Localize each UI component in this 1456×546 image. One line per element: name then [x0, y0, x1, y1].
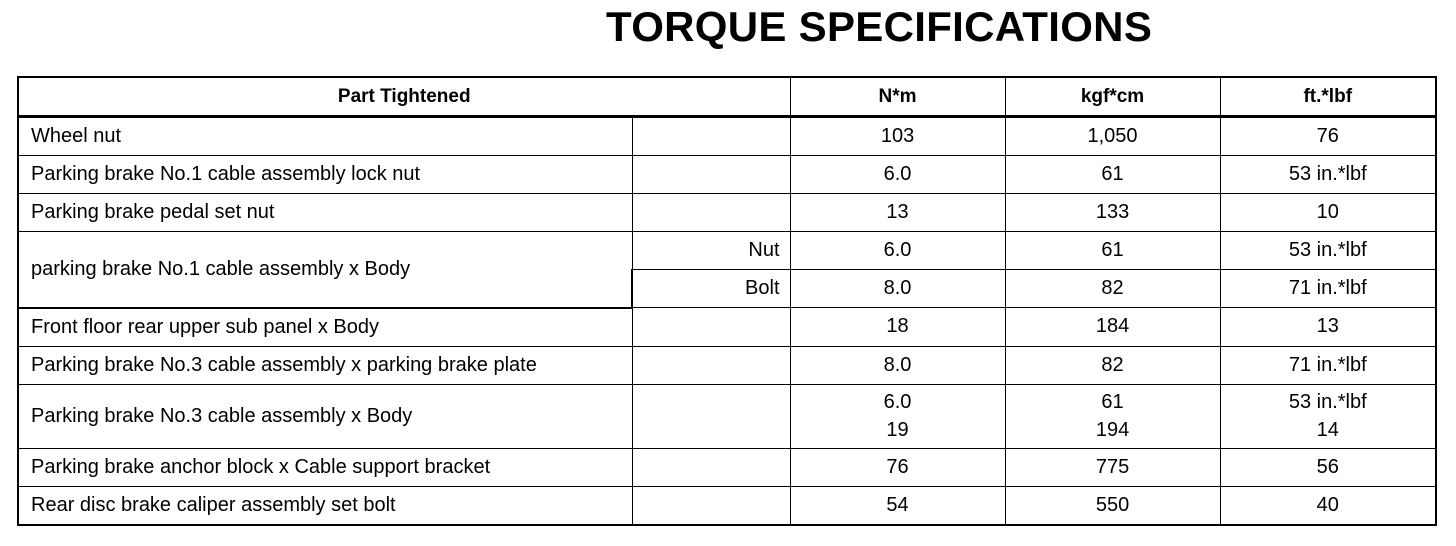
cell-kgfcm: 550	[1005, 486, 1220, 525]
cell-nm	[790, 384, 1005, 448]
cell-nm: 76	[790, 448, 1005, 486]
cell-sub	[632, 384, 790, 448]
cell-part: Parking brake pedal set nut	[18, 194, 632, 232]
table-row	[18, 346, 1436, 384]
table-header-row	[18, 77, 1436, 117]
cell-ftlbf: 56	[1220, 448, 1436, 486]
page-title: TORQUE SPECIFICATIONS	[606, 3, 1153, 50]
cell-sub	[632, 156, 790, 194]
cell-nm: 54	[790, 486, 1005, 525]
cell-ftlbf: 13	[1220, 308, 1436, 347]
header-ftlbf: ft.*lbf	[1220, 77, 1436, 117]
header-kgfcm: kgf*cm	[1005, 77, 1220, 117]
cell-sub: Bolt	[632, 270, 790, 308]
cell-nm: 6.0	[790, 232, 1005, 270]
cell-sub: Nut	[632, 232, 790, 270]
cell-nm: 18	[790, 308, 1005, 347]
cell-part: Front floor rear upper sub panel x Body	[18, 308, 632, 347]
cell-ftlbf: 76	[1220, 117, 1436, 156]
cell-sub	[632, 117, 790, 156]
cell-sub	[632, 448, 790, 486]
table-row	[18, 194, 1436, 232]
cell-ftlbf	[1220, 384, 1436, 448]
cell-kgfcm: 184	[1005, 308, 1220, 347]
cell-part: parking brake No.1 cable assembly x Body	[18, 232, 632, 308]
cell-ftlbf: 53 in.*lbf	[1220, 156, 1436, 194]
cell-part: Wheel nut	[18, 117, 632, 156]
cell-part: Rear disc brake caliper assembly set bolt	[18, 486, 632, 525]
cell-kgfcm: 61	[1005, 156, 1220, 194]
cell-ftlbf-value-1: 53 in.*lbf	[1288, 391, 1367, 413]
cell-nm: 103	[790, 117, 1005, 156]
cell-kgfcm: 82	[1005, 346, 1220, 384]
cell-nm: 6.0	[790, 156, 1005, 194]
cell-ftlbf: 53 in.*lbf	[1220, 232, 1436, 270]
cell-nm-value-2: 19	[886, 419, 909, 441]
cell-part: Parking brake No.3 cable assembly x Body	[18, 384, 632, 448]
cell-sub	[632, 308, 790, 347]
cell-part: Parking brake anchor block x Cable support bracket	[18, 448, 632, 486]
cell-nm: 8.0	[790, 270, 1005, 308]
cell-kgfcm: 775	[1005, 448, 1220, 486]
cell-nm: 8.0	[790, 346, 1005, 384]
cell-part: Parking brake No.3 cable assembly x parking brake plate	[18, 346, 632, 384]
cell-ftlbf: 40	[1220, 486, 1436, 525]
header-part-tightened: Part Tightened	[18, 77, 790, 117]
table-row	[18, 308, 1436, 347]
cell-sub	[632, 486, 790, 525]
header-nm: N*m	[790, 77, 1005, 117]
cell-kgfcm-value-1: 61	[1101, 391, 1124, 413]
cell-kgfcm: 1,050	[1005, 117, 1220, 156]
table-row	[18, 448, 1436, 486]
cell-sub	[632, 346, 790, 384]
cell-kgfcm-value-2: 194	[1095, 419, 1130, 441]
cell-kgfcm	[1005, 384, 1220, 448]
cell-ftlbf: 71 in.*lbf	[1220, 346, 1436, 384]
cell-nm: 13	[790, 194, 1005, 232]
cell-kgfcm: 82	[1005, 270, 1220, 308]
cell-ftlbf-value-2: 14	[1316, 419, 1339, 441]
cell-ftlbf: 71 in.*lbf	[1220, 270, 1436, 308]
cell-kgfcm: 133	[1005, 194, 1220, 232]
table-row	[18, 384, 1436, 448]
table-row	[18, 232, 1436, 270]
cell-kgfcm: 61	[1005, 232, 1220, 270]
torque-specifications-table	[17, 76, 1437, 526]
cell-sub	[632, 194, 790, 232]
table-row	[18, 486, 1436, 525]
cell-nm-value-1: 6.0	[883, 391, 912, 413]
table-row	[18, 156, 1436, 194]
table-row	[18, 117, 1436, 156]
cell-part: Parking brake No.1 cable assembly lock nut	[18, 156, 632, 194]
cell-ftlbf: 10	[1220, 194, 1436, 232]
